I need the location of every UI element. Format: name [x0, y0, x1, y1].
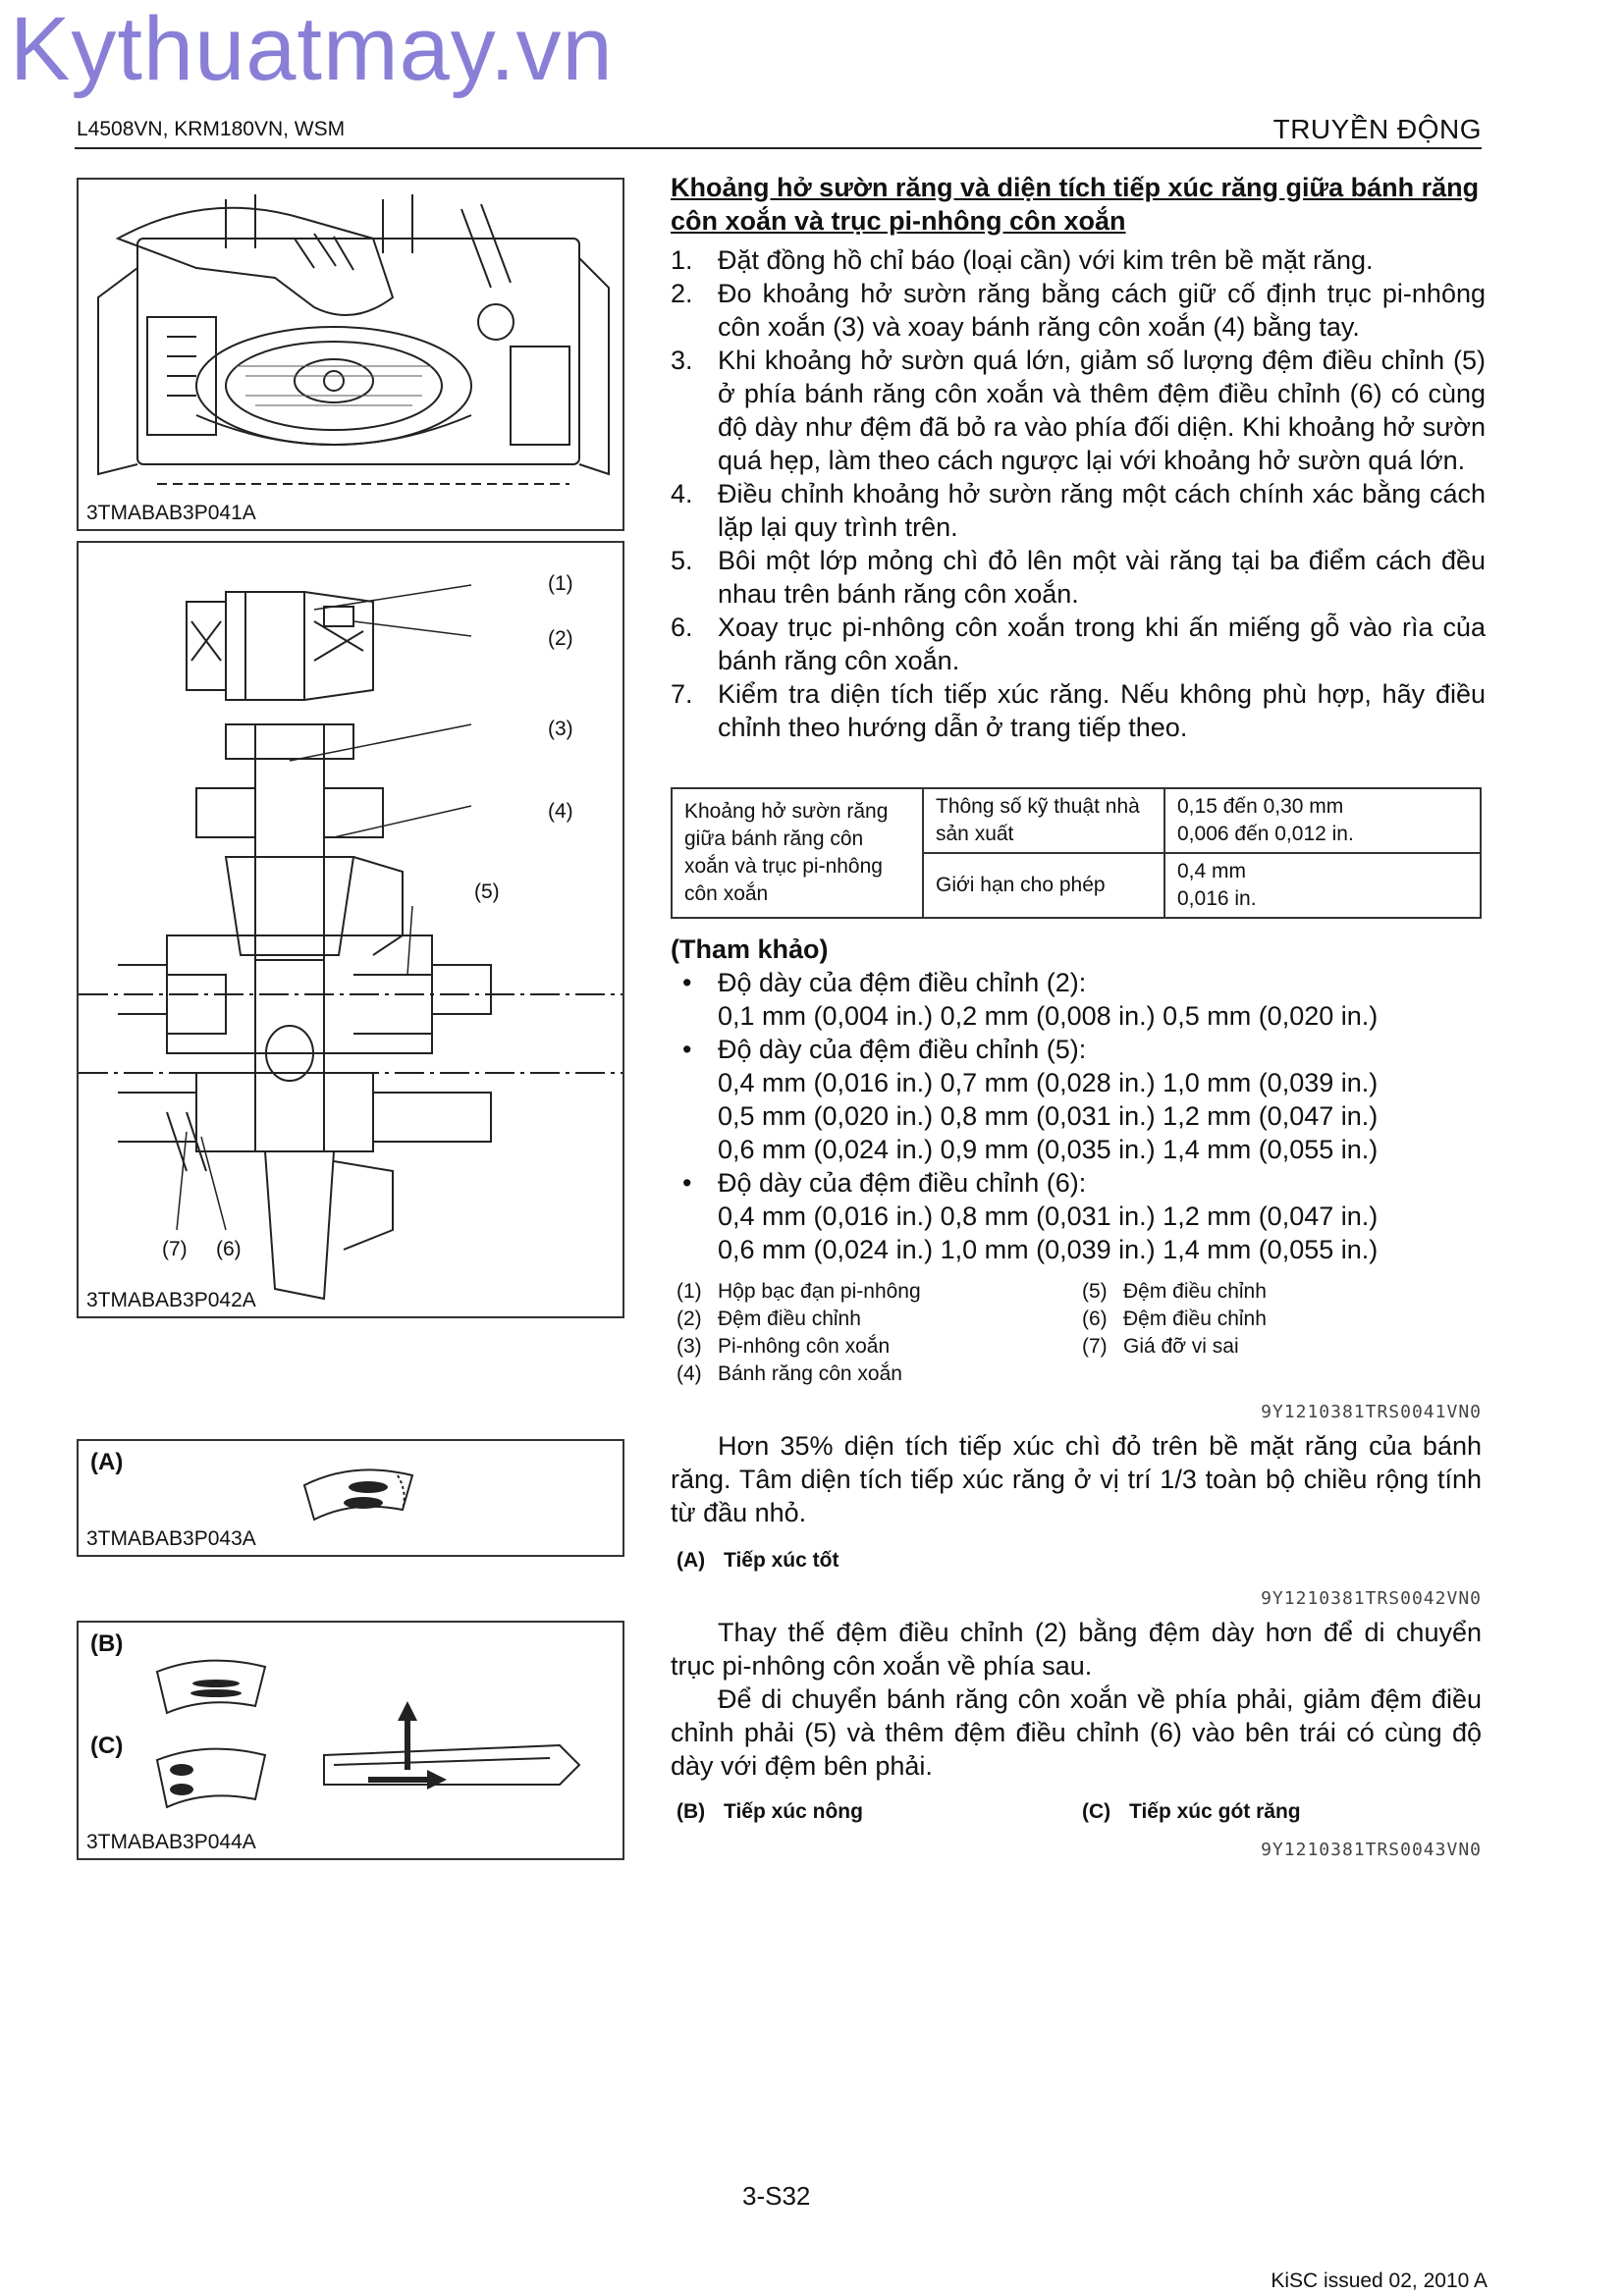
step-item: 3. Khi khoảng hở sườn quá lớn, giảm số lượng đệm điều chỉnh (5) ở phía bánh răng côn xoắn và thêm đệm điều chỉnh (6) có cùng độ dày như đệm đã bỏ ra vào phía đối diện. Khi khoảng hở sườn quá hẹp, làm theo cách ngược lại với khoảng hở sườn quá lớn.	[671, 346, 1486, 475]
figure-cross-section	[77, 541, 624, 1318]
reference-group: • Độ dày của đệm điều chỉnh (2):	[682, 968, 1087, 997]
figure-caption: 3TMABAB3P041A	[86, 502, 256, 524]
spec-value: 0,15 đến 0,30 mm 0,006 đến 0,012 in.	[1164, 788, 1481, 853]
reference-values: 0,4 mm (0,016 in.) 0,8 mm (0,031 in.) 1,2 mm (0,047 in.)	[718, 1201, 1379, 1231]
legend-item: (1) Hộp bạc đạn pi-nhông	[676, 1280, 921, 1303]
figure-photo-gear-assembly	[77, 178, 624, 531]
step-item: 2. Đo khoảng hở sườn răng bằng cách giữ cố định trục pi-nhông côn xoắn (3) và xoay bánh răng côn xoắn (4) bằng tay.	[671, 279, 1486, 342]
differential-cross-section-diagram	[79, 543, 622, 1316]
figure-label-a: (A)	[90, 1449, 124, 1475]
tooth-contact-good-illustration	[295, 1461, 511, 1529]
reference-values: 0,6 mm (0,024 in.) 0,9 mm (0,035 in.) 1,4 mm (0,055 in.)	[718, 1135, 1379, 1164]
figure-poor-contacts	[77, 1621, 624, 1860]
figure-caption: 3TMABAB3P042A	[86, 1289, 256, 1311]
label-c-number: (C)	[1082, 1800, 1111, 1823]
reference-section	[671, 925, 1486, 1266]
legend-item: (2) Đệm điều chỉnh	[676, 1308, 861, 1330]
procedure-steps	[671, 243, 1486, 744]
label-b-text: Tiếp xúc nông	[724, 1800, 863, 1823]
spec-label: Thông số kỹ thuật nhà sản xuất	[923, 788, 1164, 853]
header-divider	[75, 147, 1482, 149]
reference-values: 0,5 mm (0,020 in.) 0,8 mm (0,031 in.) 1,2 mm (0,047 in.)	[718, 1101, 1379, 1131]
reference-values: 0,1 mm (0,004 in.) 0,2 mm (0,008 in.) 0,5 mm (0,020 in.)	[718, 1001, 1379, 1031]
label-b-number: (B)	[676, 1800, 706, 1823]
spec-item: Khoảng hở sườn răng giữa bánh răng côn xoắn và trục pi-nhông côn xoắn	[672, 788, 923, 918]
watermark: Kythuatmay.vn	[10, 0, 614, 99]
figure-label-b: (B)	[90, 1630, 124, 1657]
label-c-text: Tiếp xúc gót răng	[1129, 1800, 1301, 1823]
spec-table	[671, 787, 1482, 919]
issue-note: KiSC issued 02, 2010 A	[1271, 2269, 1488, 2292]
callout-3: (3)	[548, 718, 573, 740]
header-section-title: TRUYỀN ĐỘNG	[1272, 114, 1482, 144]
callout-2: (2)	[548, 627, 573, 650]
legend-left	[671, 1278, 1063, 1388]
callout-5: (5)	[474, 881, 500, 903]
callout-4: (4)	[548, 800, 573, 823]
reference-title: (Tham khảo)	[671, 934, 829, 964]
figure-good-contact	[77, 1439, 624, 1557]
reference-values: 0,4 mm (0,016 in.) 0,7 mm (0,028 in.) 1,0 mm (0,039 in.)	[718, 1068, 1379, 1097]
paragraph-adjust-1: Thay thế đệm điều chỉnh (2) bằng đệm dày hơn để di chuyển trục pi-nhông côn xoắn về phía sau.	[671, 1618, 1482, 1681]
procedure-section	[671, 171, 1486, 744]
paragraph-good-contact: Hơn 35% diện tích tiếp xúc chì đỏ trên bề mặt răng của bánh răng. Tâm diện tích tiếp xúc răng ở vị trí 1/3 toàn bộ chiều rộng tính từ đầu nhỏ.	[671, 1431, 1482, 1527]
paragraph-adjust-2: Để di chuyển bánh răng côn xoắn về phía phải, giảm đệm điều chỉnh phải (5) và thêm đệm điều chỉnh (6) vào bên trái có cùng độ dày với đệm bên phải.	[671, 1684, 1482, 1781]
legend-item: (5) Đệm điều chỉnh	[1082, 1280, 1267, 1303]
step-item: 7. Kiểm tra diện tích tiếp xúc răng. Nếu không phù hợp, hãy điều chỉnh theo hướng dẫn ở trang tiếp theo.	[671, 679, 1486, 742]
legend-item: (3) Pi-nhông côn xoắn	[676, 1335, 891, 1358]
reference-group: • Độ dày của đệm điều chỉnh (6):	[682, 1168, 1087, 1198]
figure-label-c: (C)	[90, 1733, 124, 1759]
figure-caption: 3TMABAB3P043A	[86, 1527, 256, 1550]
section-title: Khoảng hở sườn răng và diện tích tiếp xúc răng giữa bánh răng côn xoắn và trục pi-nhông côn xoắn	[671, 173, 1480, 236]
callout-1: (1)	[548, 572, 573, 595]
reference-values: 0,6 mm (0,024 in.) 1,0 mm (0,039 in.) 1,4 mm (0,055 in.)	[718, 1235, 1379, 1264]
reference-group: • Độ dày của đệm điều chỉnh (5):	[682, 1035, 1087, 1064]
callout-6: (6)	[216, 1238, 242, 1260]
legend-item: (4) Bánh răng côn xoắn	[676, 1362, 902, 1385]
spec-table-wrapper	[671, 787, 1482, 919]
gear-assembly-illustration	[79, 180, 622, 529]
step-item: 1. Đặt đồng hồ chỉ báo (loại cần) với kim trên bề mặt răng.	[671, 245, 1374, 275]
page-number: 3-S32	[742, 2181, 811, 2211]
figure-caption: 3TMABAB3P044A	[86, 1831, 256, 1853]
doc-code: 9Y1210381TRS0041VN0	[1261, 1402, 1482, 1422]
step-item: 5. Bôi một lớp mỏng chì đỏ lên một vài răng tại ba điểm cách đều nhau trên bánh răng côn xoắn.	[671, 546, 1486, 609]
legend-item: (7) Giá đỡ vi sai	[1082, 1335, 1239, 1358]
callout-7: (7)	[162, 1238, 188, 1260]
legend-item: (6) Đệm điều chỉnh	[1082, 1308, 1267, 1330]
step-item: 4. Điều chỉnh khoảng hở sườn răng một cách chính xác bằng cách lặp lại quy trình trên.	[671, 479, 1486, 542]
tooth-contact-poor-illustration	[147, 1652, 609, 1829]
label-a-number: (A)	[676, 1549, 706, 1572]
spec-label: Giới hạn cho phép	[923, 853, 1164, 918]
header-model: L4508VN, KRM180VN, WSM	[77, 118, 346, 140]
doc-code: 9Y1210381TRS0043VN0	[1261, 1840, 1482, 1860]
step-item: 6. Xoay trục pi-nhông côn xoắn trong khi ấn miếng gỗ vào rìa của bánh răng côn xoắn.	[671, 613, 1486, 675]
label-a-text: Tiếp xúc tốt	[724, 1549, 839, 1572]
spec-value: 0,4 mm 0,016 in.	[1164, 853, 1481, 918]
doc-code: 9Y1210381TRS0042VN0	[1261, 1588, 1482, 1609]
legend-right	[1076, 1278, 1469, 1361]
